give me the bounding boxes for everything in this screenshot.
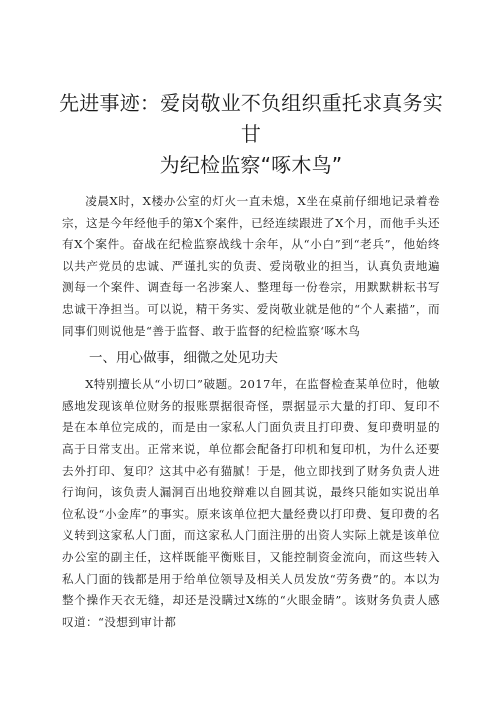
paragraph-section-1: X特别擅长从“小切口”破题。2017年，在监督检查某单位时，他敏感地发现该单位财务的报账票据很奇怪，票据显示大量的打印、复印不是在本单位完成的，而是由一家私人门面负责且打印费、复印费明显的高于日常支出。正常来说，单位都会配备打印机和复印机，为什么还要去外打印、复印？这其中必有猫腻！于是，他立即找到了财务负责人进行询问，该负责人漏洞百出地狡辩难以自圆其说，最终只能如实说出单位私设“小金库”的事实。原来该单位把大量经费以打印费、复印费的名义转到这家私人门面，而这家私人门面注册的出资人实际上就是该单位办公室的副主任，这样既能平衡账目，又能控制资金流向，而这些转入私人门面的钱都是用于给单位领导及相关人员发放“劳务费”的。本以为整个操作天衣无缝，却还是没瞒过X练的“火眼金睛”。该财务负责人感叹道：“没想到审计都 xyxy=(62,377,440,629)
paragraph-intro: 凌晨X时，X楼办公室的灯火一直未熄，X坐在桌前仔细地记录着卷宗，这是今年经他手的第X个案件，已经连续跟进了X个月，而他手头还有X个案件。奋战在纪检监察战线十余年，从“小白”到“老兵”，他始终以共产党员的忠诚、严谨扎实的负责、爱岗敬业的担当，认真负责地遍测每一个案件、调查每一名涉案人、整理每一份卷宗，用默默耕耘书写忠诚干净担当。可以说，精干务实、爱岗敬业就是他的“个人素描”，而同事们则说他是“善于监督、敢于监督的纪检监察‘啄木鸟 xyxy=(62,194,440,338)
section-heading-1: 一、用心做事，细微之处见功夫 xyxy=(89,350,278,367)
title-line-1: 先进事迹：爱岗敬业不负组织重托求真务实甘 xyxy=(59,91,443,146)
document-title xyxy=(54,88,448,181)
title-line-2: 为纪检监察“啄木鸟” xyxy=(159,153,343,177)
